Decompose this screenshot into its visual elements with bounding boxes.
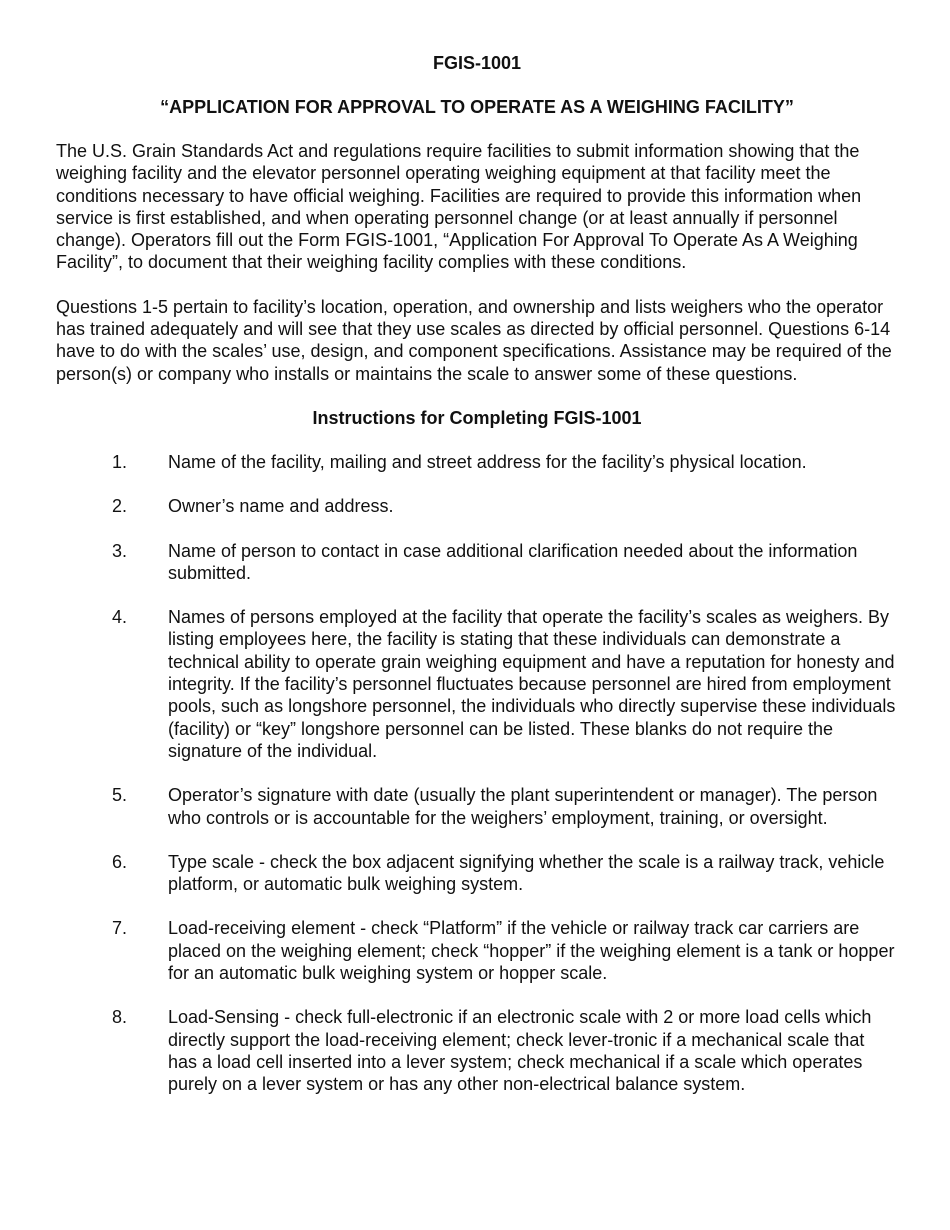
instruction-item bbox=[56, 784, 898, 829]
instruction-text: Type scale - check the box adjacent signifying whether the scale is a railway track, vehicle platform, or automatic bulk weighing system. bbox=[168, 851, 885, 895]
instructions-heading: Instructions for Completing FGIS-1001 bbox=[312, 407, 642, 428]
document-title: “APPLICATION FOR APPROVAL TO OPERATE AS A WEIGHING FACILITY” bbox=[160, 97, 794, 117]
instruction-number: 2. bbox=[112, 496, 128, 517]
form-id: FGIS-1001 bbox=[432, 53, 522, 73]
intro-paragraph: The U.S. Grain Standards Act and regulations require facilities to submit information showing that the weighing facility and the elevator personnel operating weighing equipment at that facility meet the conditions necessary to have official weighing. Facilities are required to provide this information when service is first established, and when operating personnel change (or at least annually if personnel change). Operators fill out the Form FGIS-1001, “Application For Approval To Operate As A Weighing Facility”, to document that their weighing facility complies with these conditions. bbox=[56, 141, 862, 273]
document-page bbox=[56, 52, 898, 1118]
instruction-number: 3. bbox=[112, 540, 128, 561]
instruction-text: Load-Sensing - check full-electronic if an electronic scale with 2 or more load cells which directly support the load-receiving element; check lever-tronic if a mechanical scale that has a load cell inserted into a lever system; check mechanical if a scale which operates purely on a lever system or has any other non-electrical balance system. bbox=[168, 1007, 872, 1095]
instruction-item bbox=[56, 606, 898, 762]
instruction-number: 4. bbox=[112, 607, 128, 628]
questions-paragraph: Questions 1-5 pertain to facility’s location, operation, and ownership and lists weighers who the operator has trained adequately and will see that they use scales as directed by official personnel. Questions 6-14 have to do with the scales’ use, design, and component specifications. Assistance may be required of the person(s) or company who installs or maintains the scale to answer some of these questions. bbox=[56, 296, 892, 384]
instruction-item bbox=[56, 495, 898, 517]
instruction-text: Operator’s signature with date (usually the plant superintendent or manager). The person who controls or is accountable for the weighers’ employment, training, or oversight. bbox=[168, 785, 878, 828]
instruction-text: Name of the facility, mailing and street address for the facility’s physical location. bbox=[168, 451, 807, 472]
instruction-number: 8. bbox=[112, 1007, 128, 1028]
instructions-list bbox=[56, 451, 898, 1096]
instruction-number: 6. bbox=[112, 851, 128, 872]
instruction-item bbox=[56, 451, 898, 473]
instruction-item bbox=[56, 540, 898, 585]
instruction-number: 5. bbox=[112, 785, 128, 806]
instruction-item bbox=[56, 851, 898, 896]
instruction-number: 1. bbox=[112, 451, 128, 472]
instruction-item bbox=[56, 1006, 898, 1095]
instruction-text: Name of person to contact in case additional clarification needed about the information submitted. bbox=[168, 540, 858, 583]
instruction-number: 7. bbox=[112, 918, 128, 939]
instruction-text: Owner’s name and address. bbox=[168, 496, 394, 517]
instruction-text: Names of persons employed at the facility that operate the facility’s scales as weighers. By listing employees here, the facility is stating that these individuals can demonstrate a technical ability to operate grain weighing equipment and have a reputation for honesty and integrity. If the facility’s personnel fluctuates because personnel are hired from employment pools, such as longshore personnel, the individuals who directly supervise these individuals (facility) or “key” longshore personnel can be listed. These blanks do not require the signature of the individual. bbox=[168, 607, 896, 761]
instruction-text: Load-receiving element - check “Platform” if the vehicle or railway track car carriers are placed on the weighing element; check “hopper” if the weighing element is a tank or hopper for an automatic bulk weighing system or hopper scale. bbox=[168, 918, 895, 984]
instruction-item bbox=[56, 917, 898, 984]
